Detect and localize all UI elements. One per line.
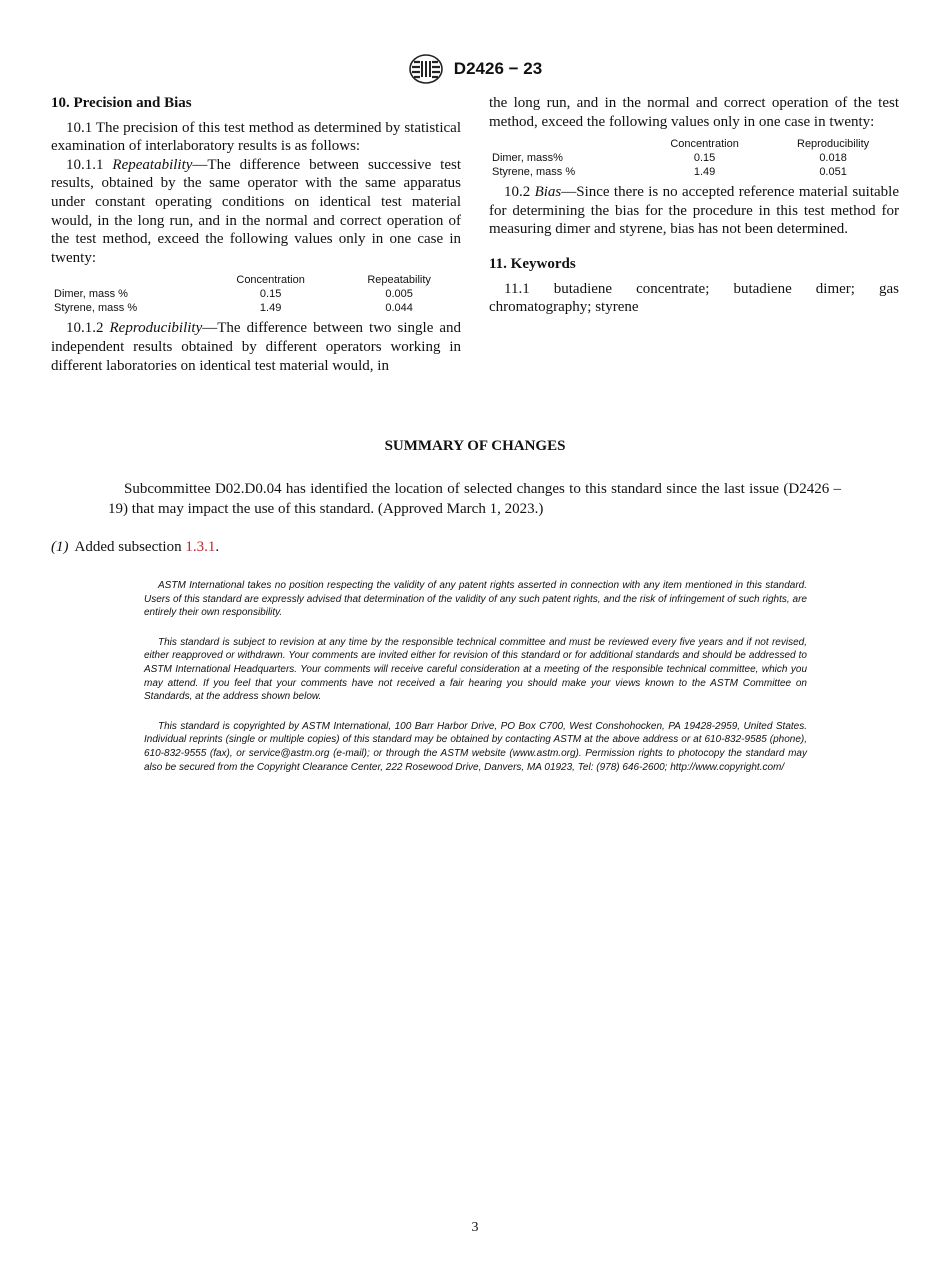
- page-header: [0, 53, 950, 85]
- col-header-concentration: Concentration: [236, 274, 305, 287]
- term-repeatability: Repeatability: [112, 156, 193, 173]
- change-number: (1): [51, 539, 69, 555]
- term-bias: Bias: [534, 184, 562, 201]
- col-header-reproducibility: Reproducibility: [797, 138, 870, 151]
- revision-notice: This standard is subject to revision at any time by the responsible technical committee and must be reviewed every five years and if not revised, either reapproved or withdrawn. Your comments are invited either for revision of this standard or for additional standards and should be addressed to ASTM International Headquarters. Your comments will receive careful consideration at a meeting of the responsible technical committee, which you may attend. If you feel that your comments have not received a fair hearing you should make your views known to the ASTM Committee on Standards, at the address shown below.: [144, 636, 807, 703]
- reproducibility-table: [489, 137, 899, 179]
- patent-notice: ASTM International takes no position respecting the validity of any patent rights asserted in connection with any item mentioned in this standard. Users of this standard are expressly advised that determination of the validity of any such patent rights, and the risk of infringement of such rights, are entirely their own responsibility.: [144, 580, 807, 619]
- table-row: Styrene, mass % 1.49 0.044: [54, 302, 413, 315]
- col-header-concentration: Concentration: [670, 138, 739, 151]
- standard-designation: D2426 − 23: [453, 59, 543, 78]
- repeatability-table: [51, 273, 461, 315]
- page-number: 3: [471, 1220, 479, 1235]
- summary-of-changes-title: SUMMARY OF CHANGES: [384, 438, 566, 454]
- copyright-notice: This standard is copyrighted by ASTM International, 100 Barr Harbor Drive, PO Box C700, West Conshohocken, PA 19428-2959, United States. Individual reprints (single or multiple copies) of this standard may be obtained by contacting ASTM at the above address or at 610-832-9585 (phone), 610-832-9555 (fax), or service@astm.org (e-mail); or through the ASTM website (www.astm.org). Permission rights to photocopy the standard may also be secured from the Copyright Clearance Center, 222 Rosewood Drive, Danvers, MA 01923, Tel: (978) 646-2600; http://www.copyright.com/: [144, 720, 807, 773]
- paragraph-11-1: 11.1 butadiene concentrate; butadiene dimer; gas chromatography; styrene: [489, 280, 899, 316]
- col-header-repeatability: Repeatability: [367, 274, 431, 287]
- summary-of-changes-text: Subcommittee D02.D0.04 has identified the location of selected changes to this standard since the last issue (D2426 – 19) that may impact the use of this standard. (Approved March 1, 2023.): [108, 481, 841, 517]
- table-row: Styrene, mass % 1.49 0.051: [492, 166, 847, 179]
- paragraph-10-2: 10.2 Bias—Since there is no accepted reference material suitable for determining the bias for the procedure in this test method for measuring dimer and styrene, bias has not been determined.: [489, 184, 899, 238]
- right-column: [489, 94, 899, 317]
- paragraph-10-1: 10.1 The precision of this test method as determined by statistical examination of interlaboratory results is as follows:: [51, 119, 461, 155]
- term-reproducibility: Reproducibility: [109, 320, 203, 337]
- paragraph-10-1-2: 10.1.2 Reproducibility—The difference between two single and independent results obtained by different operators working in different laboratories on identical test material would, in: [51, 320, 462, 374]
- legal-notices: [144, 579, 807, 790]
- table-row: Dimer, mass% 0.15 0.018: [492, 152, 847, 165]
- change-item: (1) Added subsection 1.3.1.: [51, 539, 220, 555]
- astm-logo-icon: [408, 53, 444, 85]
- table-row: Dimer, mass % 0.15 0.005: [54, 288, 413, 301]
- left-column: [51, 94, 461, 375]
- paragraph-10-1-1: 10.1.1 Repeatability—The difference between successive test results, obtained by the same operator with the same apparatus under constant operating conditions on identical test material would, in the long run, and in the normal and correct operation of the test method, exceed the following values only in one case in twenty:: [51, 156, 462, 266]
- subsection-link[interactable]: 1.3.1: [185, 539, 216, 555]
- section-11-heading: 11. Keywords: [489, 255, 576, 272]
- paragraph-10-1-2-continued: the long run, and in the normal and correct operation of the test method, exceed the following values only in one case in twenty:: [489, 95, 899, 130]
- section-10-heading: 10. Precision and Bias: [51, 95, 192, 111]
